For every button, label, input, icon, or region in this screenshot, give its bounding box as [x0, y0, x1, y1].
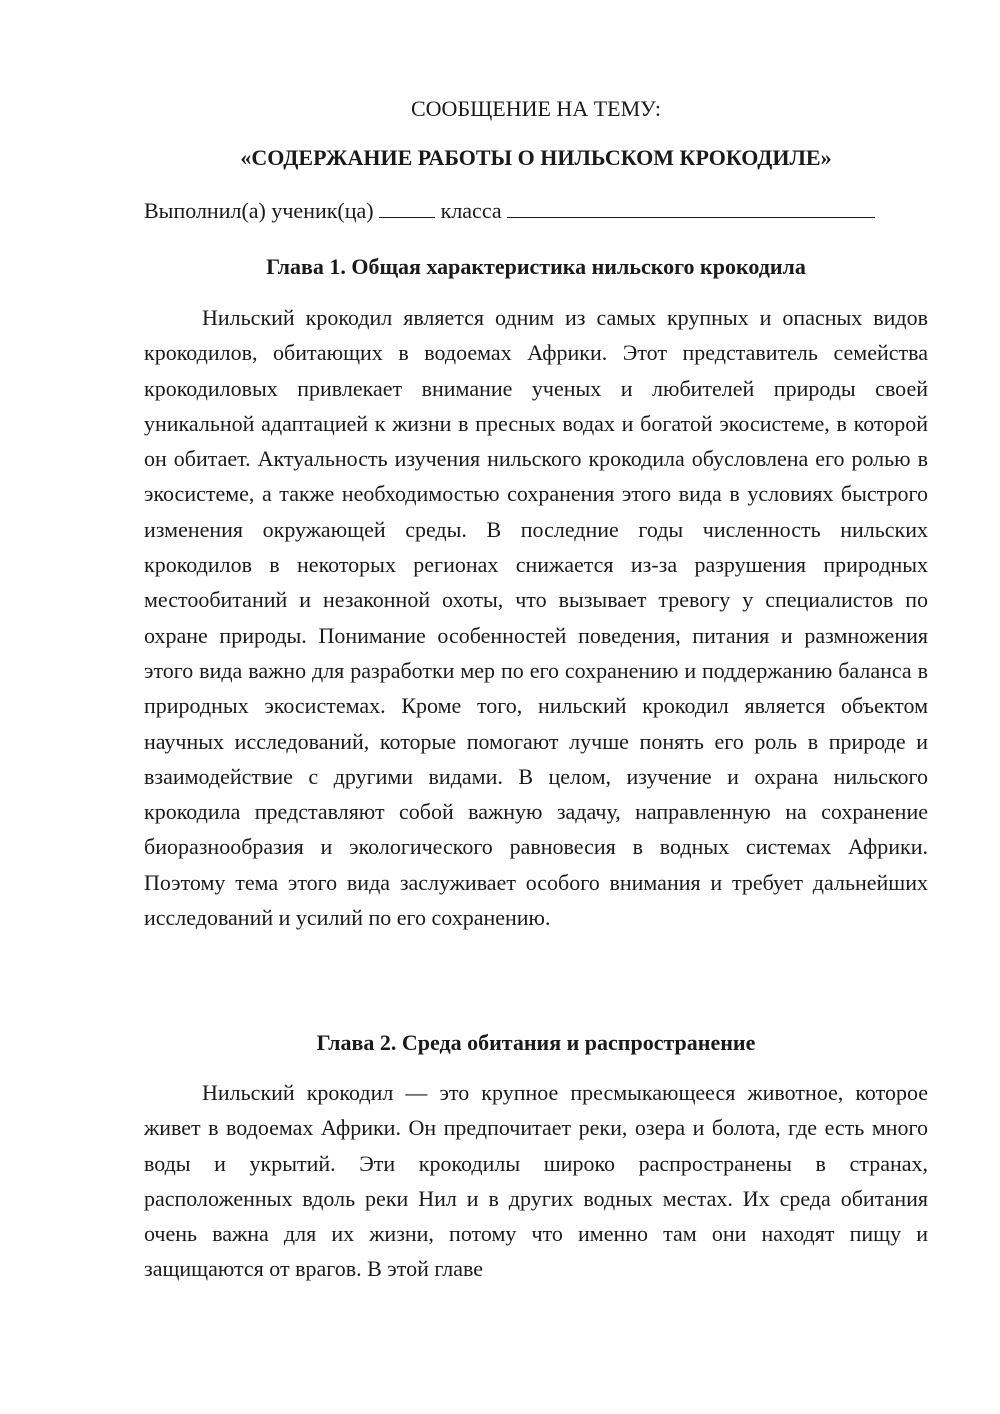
chapter-1-paragraph: Нильский крокодил является одним из самых крупных и опасных видов крокодилов, обитающих в водоемах Африки. Этот представитель семейства крокодиловых привлекает внимание ученых и любителей природы своей уникальной адаптацией к жизни в пресных водах и богатой экосистеме, в которой он обитает. Актуальность изучения нильского крокодила обусловлена его ролью в экосистеме, а также необходимостью сохранения этого вида в условиях быстрого изменения окружающей среды. В последние годы численность нильских крокодилов в некоторых регионах снижается из-за разрушения природных местообитаний и незаконной охоты, что вызывает тревогу у специалистов по охране природы. Понимание особенностей поведения, питания и размножения этого вида важно для разработки мер по его сохранению и поддержанию баланса в природных экосистемах. Кроме того, нильский крокодил является объектом научных исследований, которые помогают лучше понять его роль в природе и взаимодействие с другими видами. В целом, изучение и охрана нильского крокодила представляют собой важную задачу, направленную на сохранение биоразнообразия и экологического равновесия в водных системах Африки. Поэтому тема этого вида заслуживает особого внимания и требует дальнейших исследований и усилий по его сохранению. [144, 305, 928, 931]
student-info-line [144, 198, 928, 224]
completed-by-label: Выполнил(а) ученик(ца) [144, 198, 374, 223]
chapter-1-title: Глава 1. Общая характеристика нильского крокодила [266, 254, 806, 279]
chapter-2-paragraph: Нильский крокодил — это крупное пресмыкающееся животное, которое живет в водоемах Африки. Он предпочитает реки, озера и болота, где есть много воды и укрытий. Эти крокодилы широко распространены в странах, расположенных вдоль реки Нил и в других водных местах. Их среда обитания очень важна для их жизни, потому что именно там они находят пищу и защищаются от врагов. В этой главе [144, 1080, 928, 1282]
student-name-blank [379, 199, 435, 218]
document-title: «СОДЕРЖАНИЕ РАБОТЫ О НИЛЬСКОМ КРОКОДИЛЕ» [240, 145, 832, 170]
class-blank [507, 199, 875, 218]
class-label: класса [440, 198, 502, 223]
document-header-line-1: СООБЩЕНИЕ НА ТЕМУ: [411, 96, 661, 121]
chapter-2-title: Глава 2. Среда обитания и распространение [316, 1030, 756, 1055]
